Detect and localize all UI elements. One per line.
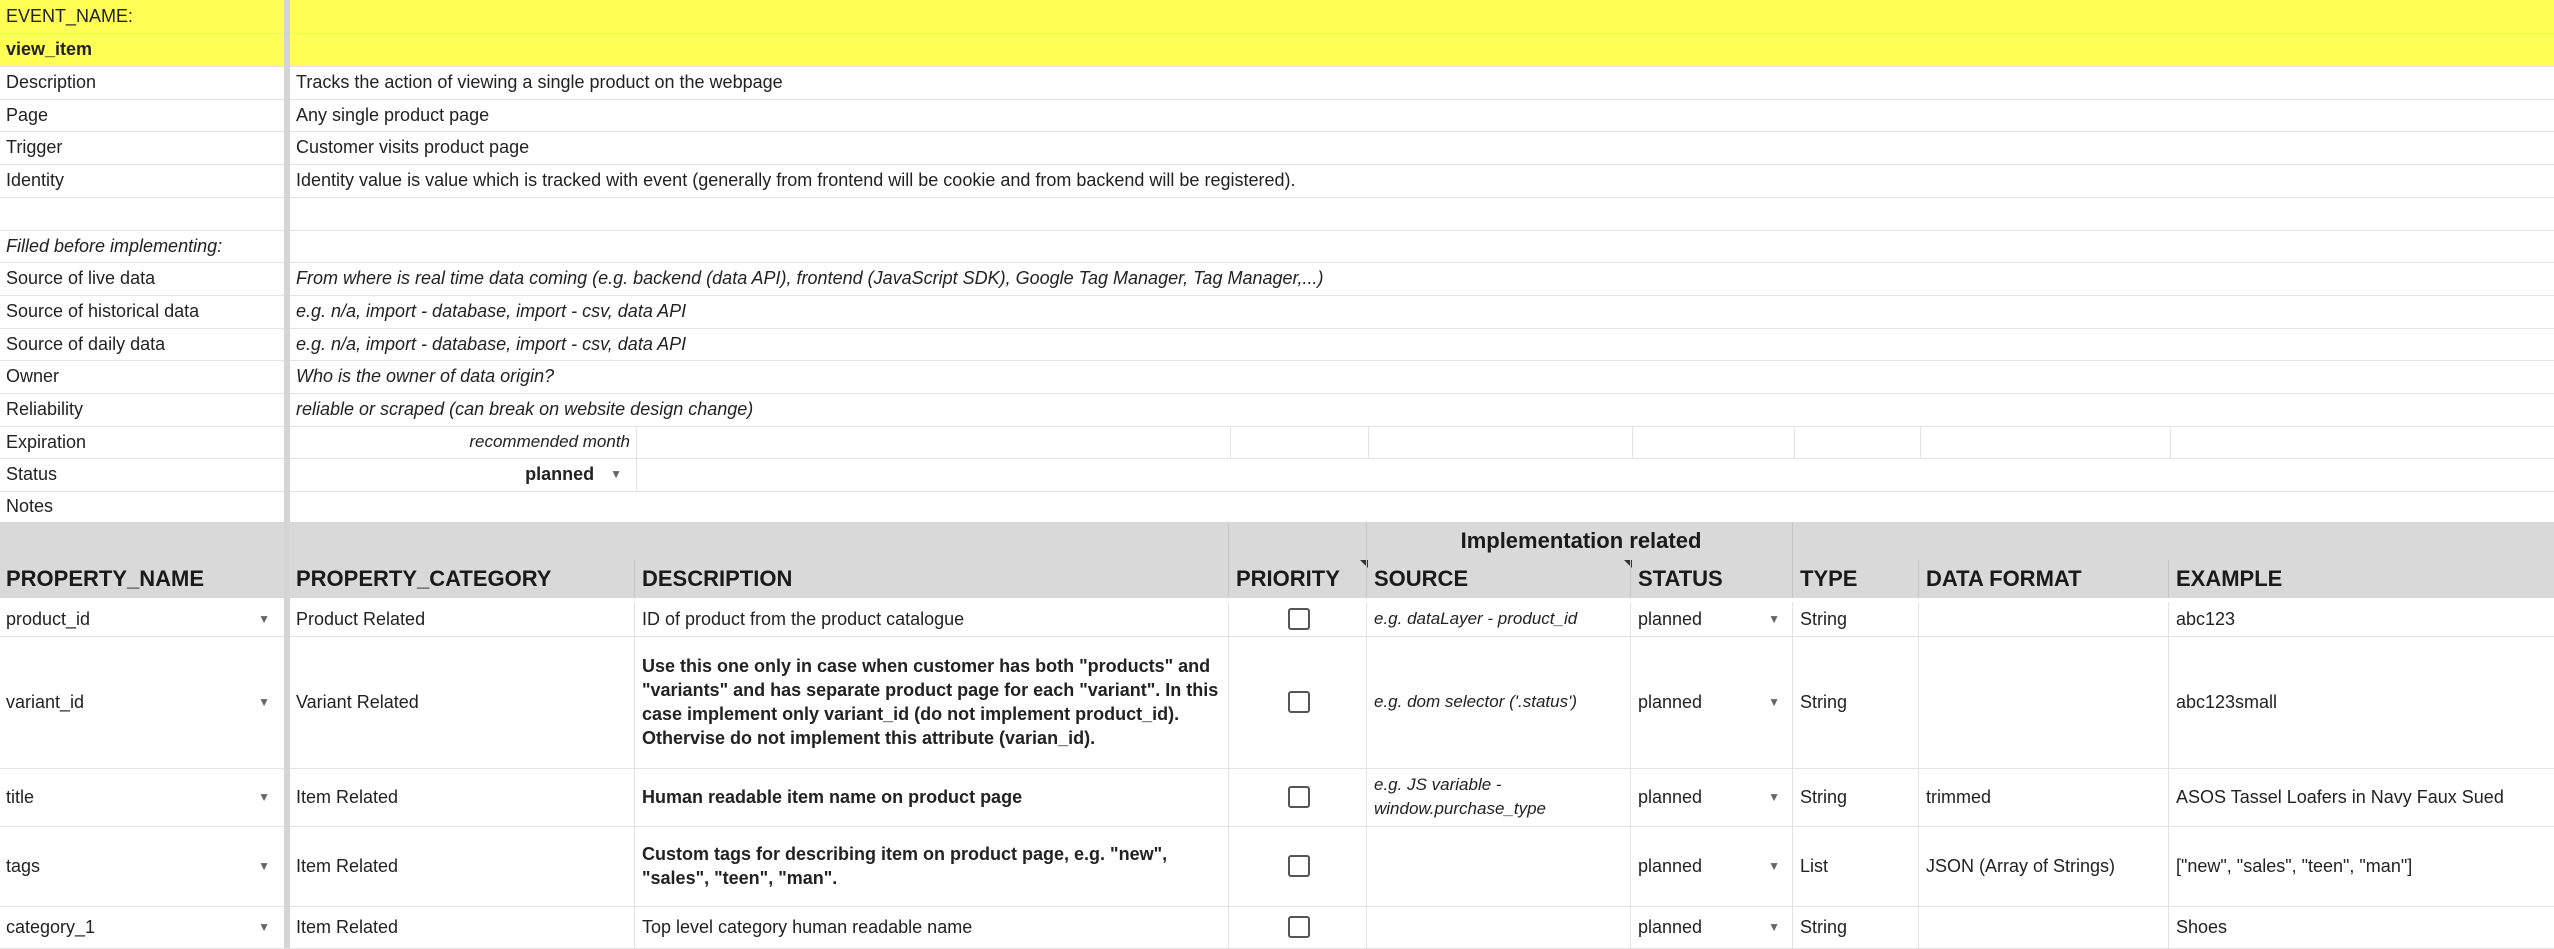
dropdown-arrow-icon: ▼ (1768, 612, 1780, 626)
gridline (1368, 426, 1369, 458)
property-description-cell[interactable] (636, 906, 1230, 948)
gridline (0, 491, 2554, 492)
example-cell-text: abc123 (2176, 608, 2236, 629)
info-label[interactable]: Filled before implementing: (6, 235, 223, 256)
gridline (1228, 906, 1229, 948)
property-name-cell-text: category_1 (6, 916, 96, 937)
gridline (1918, 826, 1919, 906)
column-header[interactable]: PRIORITY (1236, 566, 1340, 591)
checkbox-icon[interactable] (1288, 786, 1310, 808)
gridline (2168, 560, 2169, 598)
gridline (1918, 560, 1919, 598)
gridline (1228, 636, 1229, 768)
source-cell[interactable] (1368, 826, 1632, 906)
gridline (1366, 560, 1367, 598)
gridline (1230, 426, 1231, 458)
source-cell-text: e.g. JS variable - window.purchase_type (1374, 775, 1547, 818)
gridline (1630, 560, 1631, 598)
example-cell-text: ASOS Tassel Loafers in Navy Faux Sued (2176, 786, 2504, 807)
property-name-cell[interactable] (0, 906, 284, 948)
dropdown-arrow-icon: ▼ (258, 920, 270, 934)
gridline (634, 560, 635, 598)
info-label[interactable] (0, 197, 284, 229)
data-format-cell[interactable] (1920, 602, 2170, 636)
gridline (1792, 826, 1793, 906)
type-cell-text: String (1800, 786, 1848, 807)
info-value[interactable]: Identity value is value which is tracked with event (generally from frontend will be cookie and from backend will be registered). (296, 170, 1296, 191)
gridline (2168, 636, 2169, 768)
type-cell-text: String (1800, 608, 1848, 629)
gridline (1918, 768, 1919, 826)
checkbox-icon[interactable] (1288, 916, 1310, 938)
status-cell-text: planned (1638, 691, 1703, 712)
info-value[interactable] (290, 197, 2550, 229)
property-name-cell[interactable] (0, 826, 284, 906)
expiration-label[interactable]: Expiration (6, 432, 87, 452)
data-format-cell[interactable] (1920, 636, 2170, 768)
gridline (2170, 426, 2171, 458)
gridline (1366, 636, 1367, 768)
priority-cell[interactable] (1230, 826, 1368, 906)
gridline (0, 33, 2554, 34)
source-cell-text: e.g. dataLayer - product_id (1374, 609, 1578, 628)
info-label[interactable]: Identity (6, 170, 65, 191)
implementation-group-header: Implementation related (1460, 528, 1702, 553)
gridline (1228, 560, 1229, 598)
property-category-cell[interactable] (290, 826, 636, 906)
type-cell[interactable] (1794, 826, 1920, 906)
status-cell[interactable] (1632, 768, 1794, 826)
data-format-cell[interactable] (1920, 768, 2170, 826)
data-format-cell[interactable] (1920, 906, 2170, 948)
status-label[interactable]: Status (6, 464, 58, 484)
status-cell-text: planned (1638, 608, 1703, 629)
gridline (1228, 768, 1229, 826)
status-cell-text: planned (1638, 786, 1703, 807)
status-cell-text: planned (1638, 916, 1703, 937)
property-name-cell-text: title (6, 786, 35, 807)
info-label[interactable]: Description (6, 72, 97, 92)
type-cell-text: String (1800, 916, 1848, 937)
column-header[interactable]: PROPERTY_CATEGORY (296, 566, 552, 591)
gridline (1918, 906, 1919, 948)
status-cell[interactable] (1632, 602, 1794, 636)
dropdown-arrow-icon: ▼ (1768, 920, 1780, 934)
info-value[interactable]: Tracks the action of viewing a single product on the webpage (296, 72, 783, 92)
info-value[interactable]: Any single product page (296, 104, 490, 125)
checkbox-icon[interactable] (1288, 855, 1310, 877)
dropdown-arrow-icon: ▼ (610, 467, 622, 481)
source-cell[interactable] (1368, 906, 1632, 948)
example-cell[interactable] (2170, 602, 2554, 636)
gridline (1366, 768, 1367, 826)
property-description-cell[interactable] (636, 602, 1230, 636)
property-description-cell[interactable] (636, 636, 1230, 768)
status-value: planned (525, 463, 595, 484)
property-name-cell-text: variant_id (6, 691, 85, 712)
info-value[interactable]: e.g. n/a, import - database, import - csv, data API (296, 300, 687, 321)
info-value[interactable]: Who is the owner of data origin? (296, 366, 555, 387)
data-format-cell-text: trimmed (1926, 786, 1992, 807)
type-cell[interactable] (1794, 768, 1920, 826)
example-cell[interactable] (2170, 826, 2554, 906)
example-cell[interactable] (2170, 768, 2554, 826)
status-cell[interactable] (1632, 636, 1794, 768)
status-cell[interactable] (1632, 826, 1794, 906)
gridline (1228, 826, 1229, 906)
gridline (1366, 906, 1367, 948)
status-cell[interactable] (1632, 906, 1794, 948)
checkbox-icon[interactable] (1288, 691, 1310, 713)
property-name-cell-text: product_id (6, 608, 91, 629)
gridline (1918, 636, 1919, 768)
gridline (1792, 636, 1793, 768)
gridline (1792, 906, 1793, 948)
checkbox-icon[interactable] (1288, 608, 1310, 630)
frozen-column-divider[interactable] (284, 0, 290, 948)
property-category-cell-text: Product Related (296, 608, 426, 629)
gridline (2168, 602, 2169, 636)
property-description-cell-text: Top level category human readable name (642, 917, 973, 937)
gridline (634, 768, 635, 826)
property-category-cell-text: Item Related (296, 786, 399, 807)
example-cell[interactable] (2170, 906, 2554, 948)
dropdown-arrow-icon: ▼ (258, 859, 270, 873)
gridline (2168, 906, 2169, 948)
property-description-cell[interactable] (636, 826, 1230, 906)
priority-cell[interactable] (1230, 906, 1368, 948)
type-cell[interactable] (1794, 636, 1920, 768)
column-header[interactable]: DATA FORMAT (1926, 566, 2082, 591)
priority-cell[interactable] (1230, 768, 1368, 826)
column-header[interactable]: PROPERTY_NAME (6, 566, 205, 591)
gridline (1792, 522, 1793, 560)
status-cell-text: planned (1638, 855, 1703, 876)
notes-label[interactable]: Notes (6, 496, 54, 516)
gridline (2168, 826, 2169, 906)
gridline (634, 636, 635, 768)
column-header[interactable]: EXAMPLE (2176, 566, 2283, 591)
property-description-cell-text: Custom tags for describing item on product page, e.g. "new", "sales", "teen", "man". (642, 844, 1168, 888)
gridline (1366, 522, 1367, 560)
property-name-cell[interactable] (0, 768, 284, 826)
gridline (2168, 768, 2169, 826)
property-category-cell[interactable] (290, 636, 636, 768)
type-cell[interactable] (1794, 906, 1920, 948)
gridline (1794, 426, 1795, 458)
priority-cell[interactable] (1230, 602, 1368, 636)
info-label[interactable]: Reliability (6, 399, 84, 419)
info-label[interactable]: Owner (6, 366, 60, 387)
example-cell-text: ["new", "sales", "teen", "man"] (2176, 855, 2413, 876)
gridline (636, 426, 637, 458)
dropdown-arrow-icon: ▼ (1768, 695, 1780, 709)
dropdown-arrow-icon: ▼ (1768, 859, 1780, 873)
gridline (634, 826, 635, 906)
info-label[interactable]: Source of live data (6, 268, 156, 289)
source-cell[interactable] (1368, 602, 1632, 636)
gridline (1630, 906, 1631, 948)
info-value[interactable]: reliable or scraped (can break on website design change) (296, 399, 754, 419)
source-cell[interactable] (1368, 636, 1632, 768)
info-value[interactable] (290, 230, 2550, 262)
example-cell-text: Shoes (2176, 916, 2228, 937)
property-description-cell-text: Use this one only in case when customer has both "products" and "variants" and has separate product page for each "variant". In this case implement only variant_id (do not implement product_id). Othervise do not implement this attribute (varian_id). (642, 656, 1219, 748)
column-header[interactable]: TYPE (1800, 566, 1858, 591)
expiration-value[interactable]: recommended month (469, 432, 630, 451)
event-name-value[interactable]: view_item (6, 39, 93, 59)
type-cell-text: String (1800, 691, 1848, 712)
gridline (1918, 602, 1919, 636)
info-label[interactable]: Trigger (6, 137, 63, 158)
property-category-cell[interactable] (290, 768, 636, 826)
info-value[interactable]: e.g. n/a, import - database, import - csv, data API (296, 333, 687, 354)
property-name-cell[interactable] (0, 636, 284, 768)
info-label[interactable]: Source of daily data (6, 333, 166, 354)
gridline (1630, 602, 1631, 636)
gridline (1228, 522, 1229, 560)
info-label[interactable]: Source of historical data (6, 300, 200, 321)
column-header[interactable]: SOURCE (1374, 566, 1469, 591)
property-category-cell[interactable] (290, 602, 636, 636)
priority-cell[interactable] (1230, 636, 1368, 768)
status-dropdown[interactable] (290, 458, 636, 490)
gridline (1632, 426, 1633, 458)
gridline (1792, 560, 1793, 598)
property-category-cell[interactable] (290, 906, 636, 948)
gridline (1228, 602, 1229, 636)
gridline (1920, 426, 1921, 458)
gridline (636, 458, 637, 490)
gridline (634, 602, 635, 636)
column-header[interactable]: STATUS (1638, 566, 1723, 591)
event-name-label[interactable]: EVENT_NAME: (6, 6, 134, 26)
data-format-cell[interactable] (1920, 826, 2170, 906)
property-description-cell-text: ID of product from the product catalogue (642, 609, 965, 629)
property-category-cell-text: Variant Related (296, 691, 419, 712)
gridline (634, 906, 635, 948)
gridline (1630, 826, 1631, 906)
gridline (1630, 636, 1631, 768)
gridline (1792, 602, 1793, 636)
property-name-cell-text: tags (6, 855, 41, 876)
column-header[interactable]: DESCRIPTION (642, 566, 793, 591)
dropdown-arrow-icon: ▼ (258, 790, 270, 804)
gridline (1630, 768, 1631, 826)
property-name-cell[interactable] (0, 602, 284, 636)
property-description-cell[interactable] (636, 768, 1230, 826)
example-cell-text: abc123small (2176, 691, 2278, 712)
gridline (1366, 602, 1367, 636)
source-cell-text: e.g. dom selector ('.status') (1374, 692, 1578, 711)
gridline (1366, 826, 1367, 906)
info-value[interactable]: From where is real time data coming (e.g. backend (data API), frontend (JavaScript SDK), Google Tag Manager, Tag Manager,...) (296, 268, 1324, 289)
dropdown-arrow-icon: ▼ (258, 695, 270, 709)
info-label[interactable]: Page (6, 104, 49, 125)
property-category-cell-text: Item Related (296, 855, 399, 876)
property-category-cell-text: Item Related (296, 916, 399, 937)
gridline (1792, 768, 1793, 826)
example-cell[interactable] (2170, 636, 2554, 768)
type-cell-text: List (1800, 855, 1829, 876)
dropdown-arrow-icon: ▼ (1768, 790, 1780, 804)
source-cell[interactable] (1368, 768, 1632, 826)
dropdown-arrow-icon: ▼ (258, 612, 270, 626)
info-value[interactable]: Customer visits product page (296, 137, 530, 158)
data-format-cell-text: JSON (Array of Strings) (1926, 855, 2116, 876)
property-description-cell-text: Human readable item name on product page (642, 787, 1023, 807)
type-cell[interactable] (1794, 602, 1920, 636)
